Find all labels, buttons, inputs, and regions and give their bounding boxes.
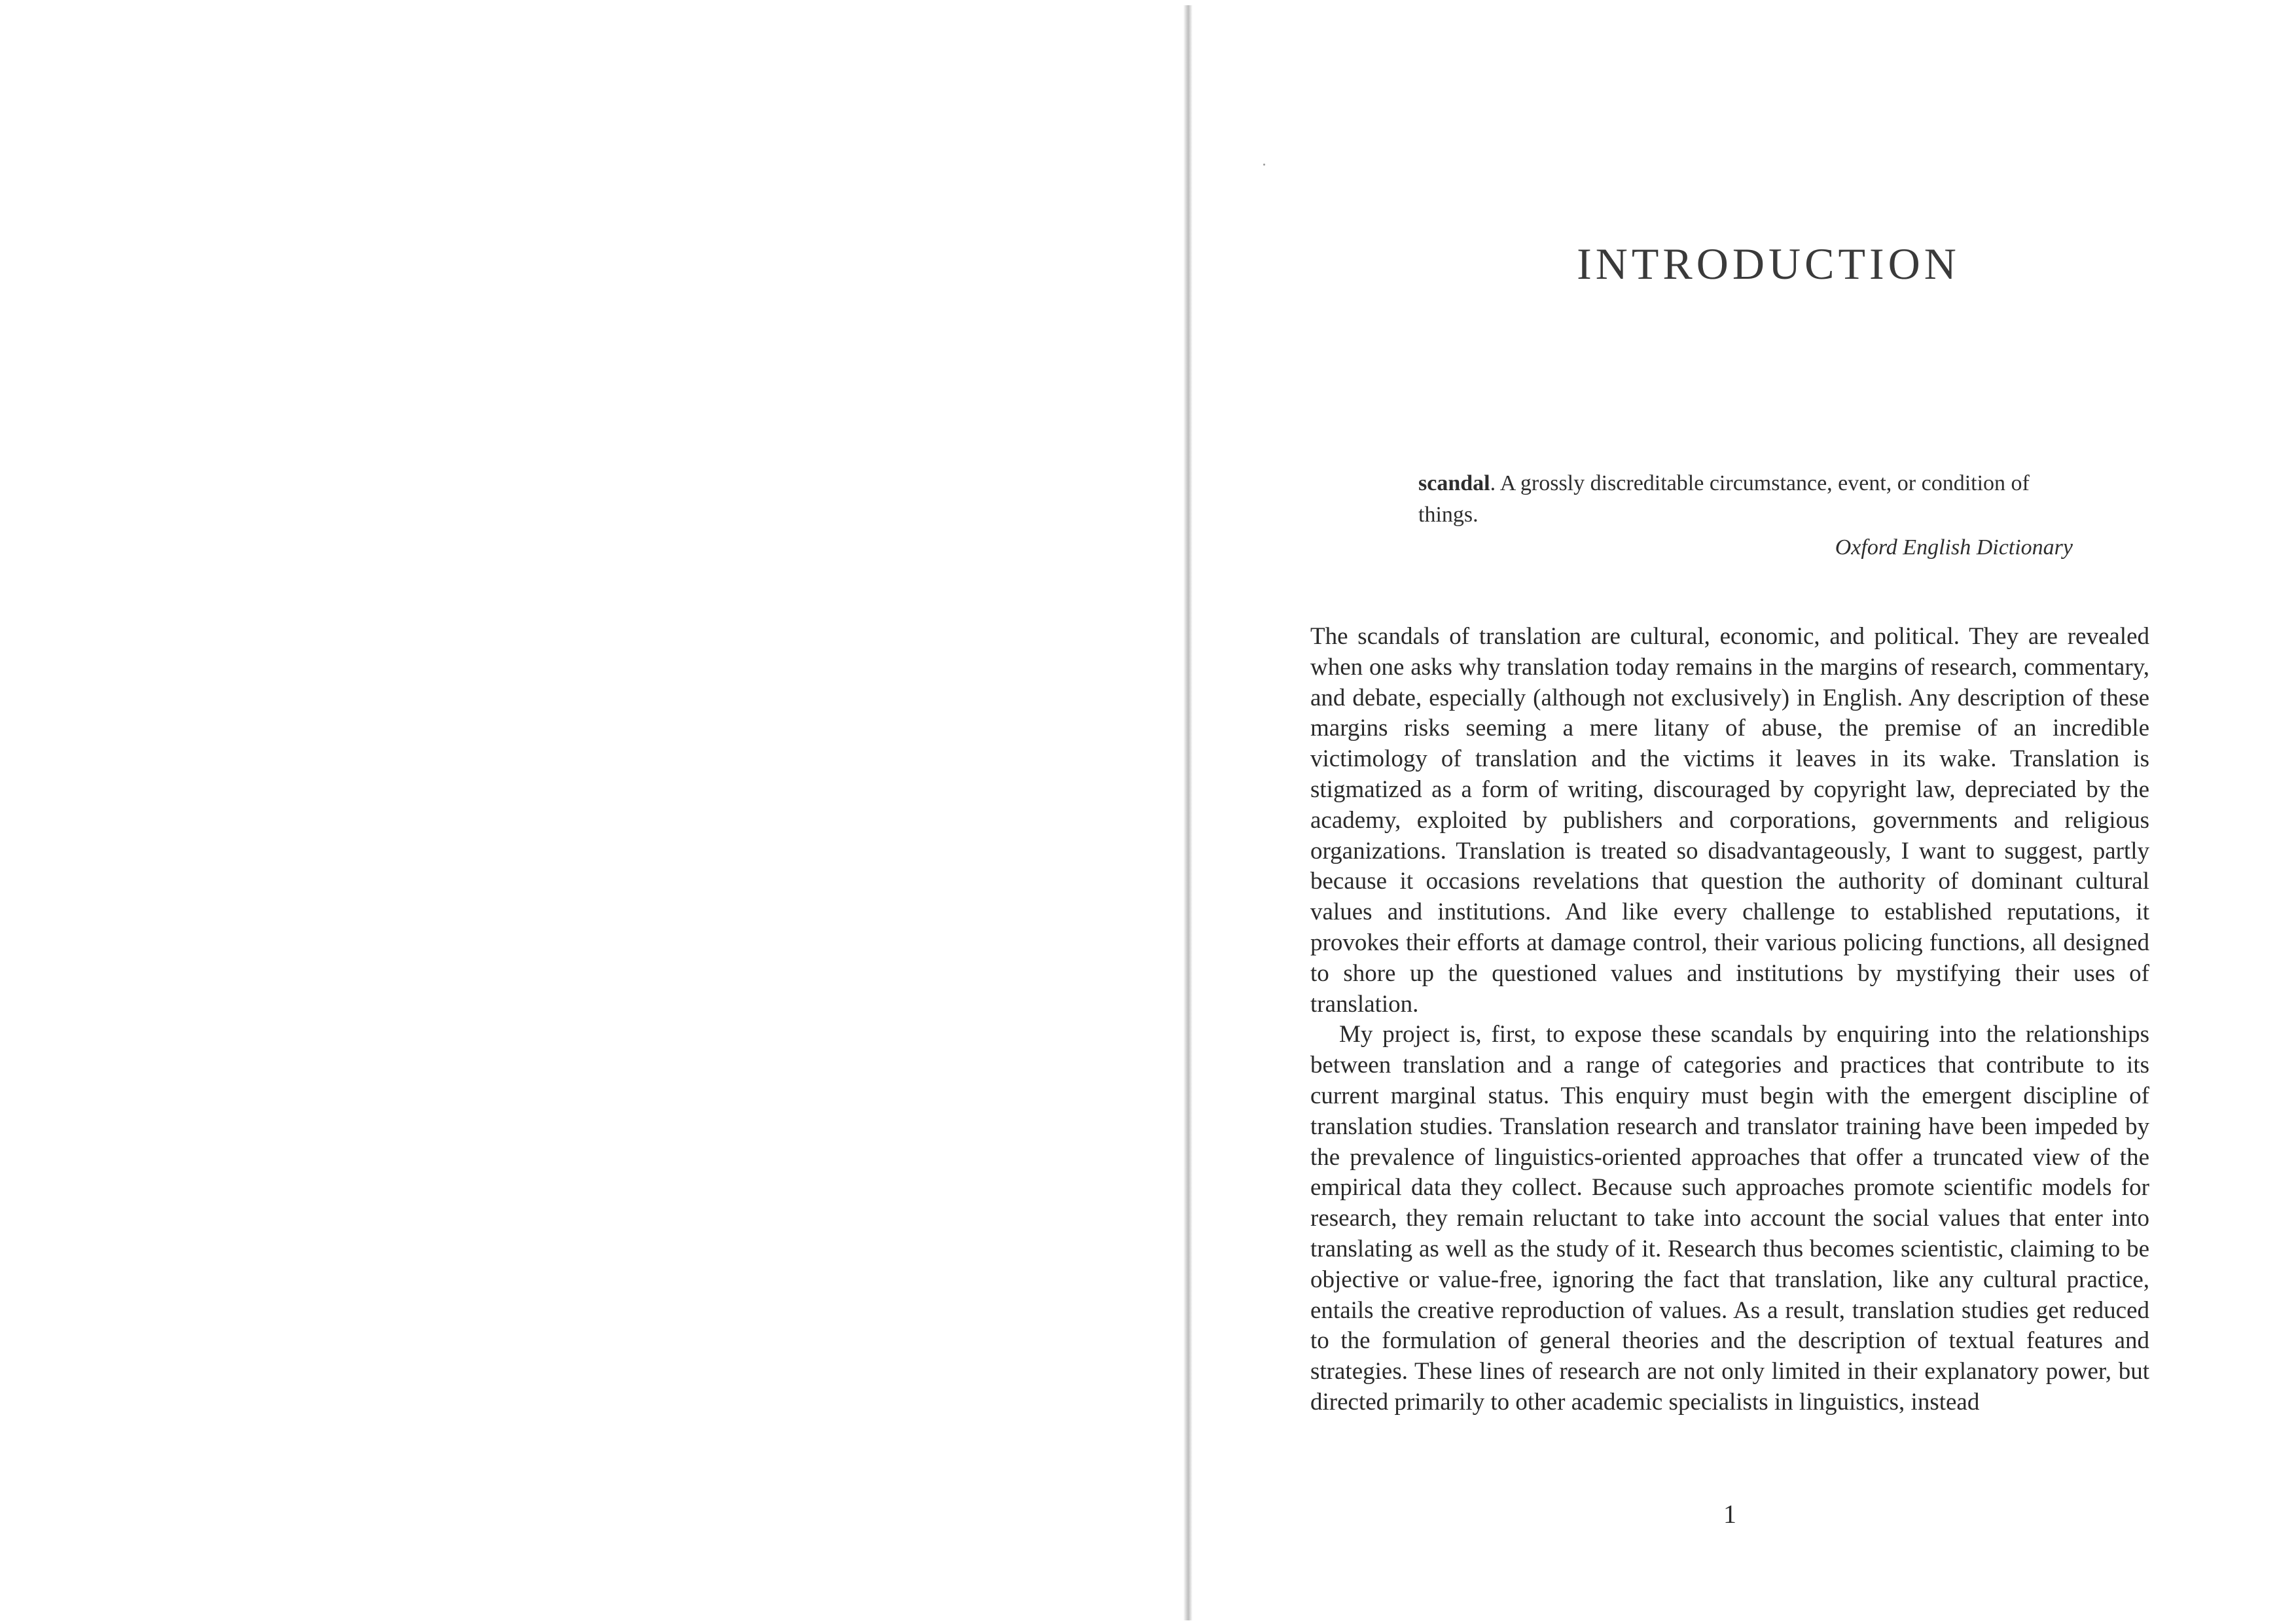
chapter-title: INTRODUCTION [1577, 238, 1960, 289]
epigraph-source: Oxford English Dictionary [1835, 535, 2073, 560]
body-paragraph: My project is, first, to expose these scandals by enquiring into the relationships between translation and a range of categories and practices that contribute to its current marginal status. This enquiry must begin with the emergent discipline of translation studies. Translation research and translator training have been impeded by the prevalence of linguistics-oriented approaches that offer a truncated view of the empirical data they collect. Because such approaches promote scientific models for research, they remain reluctant to take into account the social values that enter into translating as well as the study of it. Research thus becomes scientistic, claiming to be objective or value-free, ignoring the fact that translation, like any cultural practice, entails the creative reproduction of values. As a result, translation studies get reduced to the formulation of general theories and the description of textual features and strategies. These lines of research are not only limited in their explanatory power, but directed primarily to other academic specialists in linguistics, instead [1310, 1021, 2149, 1416]
epigraph-term: scandal [1418, 471, 1490, 495]
body-paragraph: The scandals of translation are cultural, economic, and political. They are revealed when one asks why translation today remains in the margins of research, commentary, and debate, especially (although not exclusively) in English. Any description of these margins risks seeming a mere litany of abuse, the premise of an incredible victimology of translation and the victims it leaves in its wake. Translation is stigmatized as a form of writing, discouraged by copyright law, depreciated by the academy, exploited by publishers and corporations, governments and religious organizations. Translation is treated so disadvantageously, I want to suggest, partly because it occasions revelations that question the authority of dominant cultural values and institutions. And like every challenge to established reputations, it provokes their efforts at damage control, their various policing functions, all designed to shore up the questioned values and institutions by mystifying their uses of translation. [1310, 623, 2149, 1018]
page-number: 1 [1723, 1499, 1736, 1529]
body-text [1310, 622, 2149, 1418]
book-gutter [1183, 5, 1193, 1620]
right-page [1193, 0, 2296, 1623]
epigraph-definition: . A grossly discreditable circumstance, event, or condition of things. [1418, 471, 2030, 527]
epigraph [1418, 468, 2073, 563]
